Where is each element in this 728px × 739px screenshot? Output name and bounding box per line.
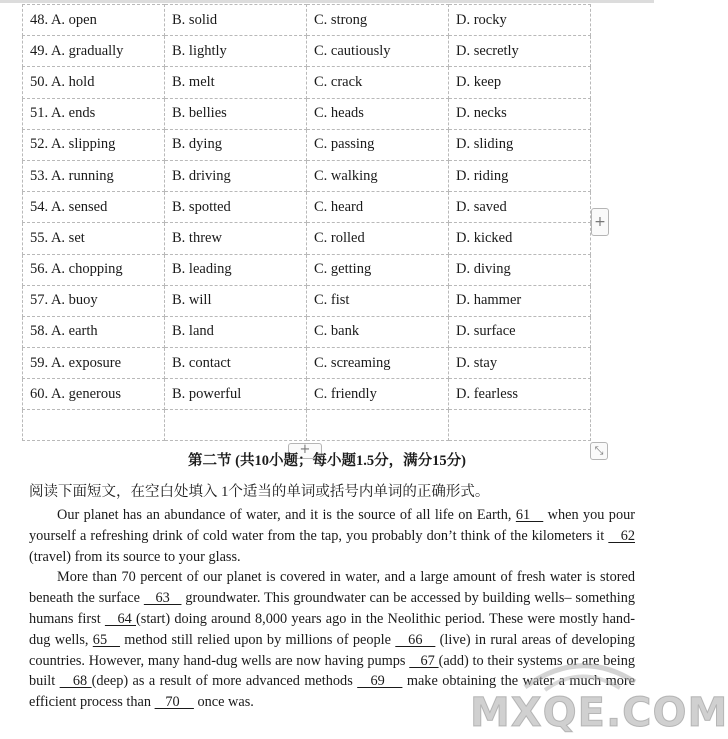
option-text: A. slipping	[50, 136, 116, 153]
option-b-cell	[165, 316, 307, 347]
option-d-cell	[449, 98, 591, 129]
option-a-cell	[23, 67, 165, 98]
option-text: C. bank	[314, 323, 360, 340]
empty-cell	[23, 410, 165, 441]
passage-text: Our planet has an abundance of water, and it is the source of all life on Earth,	[57, 507, 516, 523]
passage-text: (deep) as a result of more advanced methods	[91, 673, 358, 690]
option-text: C. cautiously	[314, 42, 391, 59]
table-row	[23, 98, 591, 129]
option-text: A. exposure	[50, 354, 122, 371]
option-text: A. gradually	[50, 42, 124, 59]
watermark-logo: MXQE.COM	[470, 690, 728, 736]
passage-text: (travel) from its source to your glass.	[29, 548, 241, 565]
option-b-cell	[165, 348, 307, 379]
question-number: 50.	[30, 73, 49, 90]
option-a-cell	[23, 254, 165, 285]
option-c-cell	[307, 129, 449, 160]
question-number: 53.	[30, 167, 49, 184]
option-text: B. spotted	[172, 198, 231, 215]
option-a-cell	[23, 129, 165, 160]
option-text: A. open	[50, 11, 97, 28]
table-row	[23, 160, 591, 191]
option-c-cell	[307, 348, 449, 379]
option-text: C. walking	[314, 167, 378, 184]
option-text: C. strong	[314, 11, 368, 28]
passage-text: (live) in rural areas of developing countries. However, many hand-dug wells are now having pumps	[29, 631, 635, 669]
option-c-cell	[307, 36, 449, 67]
option-text: D. kicked	[456, 229, 513, 246]
option-text: B. leading	[172, 261, 232, 278]
option-a-cell	[23, 285, 165, 316]
option-text: C. getting	[314, 261, 372, 278]
option-a-cell	[23, 348, 165, 379]
question-number: 54.	[30, 198, 49, 215]
option-c-cell	[307, 379, 449, 410]
blank-64[interactable]: 64	[104, 610, 136, 627]
blank-69[interactable]: 69	[357, 673, 403, 690]
option-text: A. hold	[50, 73, 95, 90]
option-a-cell	[23, 192, 165, 223]
option-text: D. secretly	[456, 42, 519, 59]
table-row	[23, 316, 591, 347]
top-rule	[0, 0, 654, 3]
passage-text: make obtaining the water a much more efficient process than	[29, 673, 635, 711]
option-text: C. heads	[314, 105, 364, 122]
option-b-cell	[165, 36, 307, 67]
table-row	[23, 254, 591, 285]
blank-67[interactable]: 67	[409, 652, 439, 669]
option-b-cell	[165, 285, 307, 316]
options-table-body	[23, 5, 591, 441]
empty-cell	[165, 410, 307, 441]
option-text: D. rocky	[456, 11, 507, 28]
empty-cell	[449, 410, 591, 441]
option-c-cell	[307, 160, 449, 191]
option-text: D. surface	[456, 323, 516, 340]
option-text: D. hammer	[456, 292, 522, 309]
passage-text: groundwater. This groundwater can be accessed by building wells– something humans first	[29, 590, 635, 627]
question-number: 52.	[30, 136, 49, 153]
passage-text: More than 70 percent of our planet is covered in water, and a large amount of fresh water is stored beneath the surface	[29, 569, 635, 607]
section-title: 第二节 (共10小题；每小题1.5分，满分15分)	[188, 453, 466, 469]
option-text: A. generous	[50, 385, 122, 402]
question-number: 60.	[30, 385, 49, 402]
option-b-cell	[165, 160, 307, 191]
question-number: 48.	[30, 11, 49, 28]
empty-cell	[307, 410, 449, 441]
question-number: 58.	[30, 323, 49, 340]
table-row	[23, 192, 591, 223]
option-text: D. riding	[456, 167, 509, 184]
option-text: B. lightly	[172, 42, 227, 59]
question-number: 51.	[30, 105, 49, 122]
option-text: B. land	[172, 323, 214, 340]
option-a-cell	[23, 316, 165, 347]
option-c-cell	[307, 5, 449, 36]
option-d-cell	[449, 348, 591, 379]
option-d-cell	[449, 254, 591, 285]
option-text: D. saved	[456, 198, 507, 215]
blank-66[interactable]: 66	[395, 631, 436, 648]
option-a-cell	[23, 5, 165, 36]
add-column-icon[interactable]: +	[591, 208, 609, 236]
option-c-cell	[307, 192, 449, 223]
option-text: B. powerful	[172, 385, 242, 402]
table-resize-icon[interactable]: ⤡	[590, 442, 608, 460]
question-number: 55.	[30, 229, 49, 246]
option-b-cell	[165, 129, 307, 160]
option-d-cell	[449, 160, 591, 191]
option-text: A. set	[50, 229, 85, 246]
blank-65[interactable]: 65	[92, 631, 120, 648]
option-c-cell	[307, 254, 449, 285]
option-text: B. melt	[172, 73, 215, 90]
option-text: B. dying	[172, 136, 222, 153]
option-text: B. will	[172, 292, 212, 309]
option-text: A. ends	[50, 105, 96, 122]
option-d-cell	[449, 5, 591, 36]
option-text: C. passing	[314, 136, 375, 153]
option-text: B. solid	[172, 11, 218, 28]
option-text: D. necks	[456, 105, 507, 122]
option-text: D. diving	[456, 261, 511, 278]
option-a-cell	[23, 379, 165, 410]
question-number: 56.	[30, 261, 49, 278]
passage-text: (start) doing around 8,000 years ago in the Neolithic period. These were mostly hand-dug wells,	[29, 610, 635, 648]
option-d-cell	[449, 192, 591, 223]
option-text: D. fearless	[456, 385, 519, 402]
option-d-cell	[449, 223, 591, 254]
table-row	[23, 5, 591, 36]
passage-text: (add) to their systems or are being built	[29, 652, 636, 690]
blank-70[interactable]: 70	[154, 694, 194, 711]
option-a-cell	[23, 160, 165, 191]
question-number: 59.	[30, 354, 49, 371]
option-a-cell	[23, 98, 165, 129]
option-d-cell	[449, 129, 591, 160]
option-text: D. sliding	[456, 136, 514, 153]
option-a-cell	[23, 36, 165, 67]
option-d-cell	[449, 316, 591, 347]
option-text: C. friendly	[314, 385, 377, 402]
option-d-cell	[449, 285, 591, 316]
blank-62[interactable]: 62	[608, 527, 635, 544]
passage-paragraph-1	[29, 505, 635, 567]
question-number: 49.	[30, 42, 49, 59]
option-text: A. earth	[50, 323, 98, 340]
watermark-arcs-icon	[520, 652, 640, 692]
option-d-cell	[449, 67, 591, 98]
option-d-cell	[449, 36, 591, 67]
option-b-cell	[165, 223, 307, 254]
option-text: B. threw	[172, 229, 222, 246]
passage-text: method still relied upon by millions of people	[119, 631, 396, 648]
blank-68[interactable]: 68	[59, 673, 92, 690]
option-b-cell	[165, 192, 307, 223]
option-text: A. buoy	[50, 292, 98, 309]
option-text: A. running	[50, 167, 114, 184]
option-text: C. fist	[314, 292, 350, 309]
option-b-cell	[165, 98, 307, 129]
option-text: A. chopping	[50, 261, 123, 278]
table-row	[23, 348, 591, 379]
add-row-icon[interactable]: +	[288, 443, 322, 459]
options-table	[22, 4, 591, 441]
table-row	[23, 223, 591, 254]
option-text: B. driving	[172, 167, 231, 184]
option-b-cell	[165, 5, 307, 36]
option-c-cell	[307, 98, 449, 129]
option-c-cell	[307, 223, 449, 254]
table-row	[23, 36, 591, 67]
table-row	[23, 129, 591, 160]
table-row-empty	[23, 410, 591, 441]
option-c-cell	[307, 316, 449, 347]
table-row	[23, 285, 591, 316]
option-text: D. keep	[456, 73, 502, 90]
passage-text: once was.	[193, 694, 254, 711]
question-number: 57.	[30, 292, 49, 309]
option-text: C. rolled	[314, 229, 365, 246]
blank-63[interactable]: 63	[143, 590, 182, 607]
blank-61[interactable]: 61	[515, 507, 544, 523]
table-row	[23, 67, 591, 98]
option-text: B. contact	[172, 354, 231, 371]
option-c-cell	[307, 67, 449, 98]
option-text: B. bellies	[172, 105, 227, 122]
option-text: C. screaming	[314, 354, 391, 371]
option-text: C. heard	[314, 198, 364, 215]
option-c-cell	[307, 285, 449, 316]
passage-text: when you pour yourself a refreshing drink of cold water from the tap, you probably don’t think of the kilometers it	[29, 507, 636, 544]
option-a-cell	[23, 223, 165, 254]
option-b-cell	[165, 379, 307, 410]
option-text: C. crack	[314, 73, 363, 90]
table-row	[23, 379, 591, 410]
option-b-cell	[165, 254, 307, 285]
option-d-cell	[449, 379, 591, 410]
option-b-cell	[165, 67, 307, 98]
option-text: D. stay	[456, 354, 498, 371]
instruction-text: 阅读下面短文，在空白处填入 1个适当的单词或括号内单词的正确形式。	[29, 484, 490, 500]
option-text: A. sensed	[50, 198, 108, 215]
